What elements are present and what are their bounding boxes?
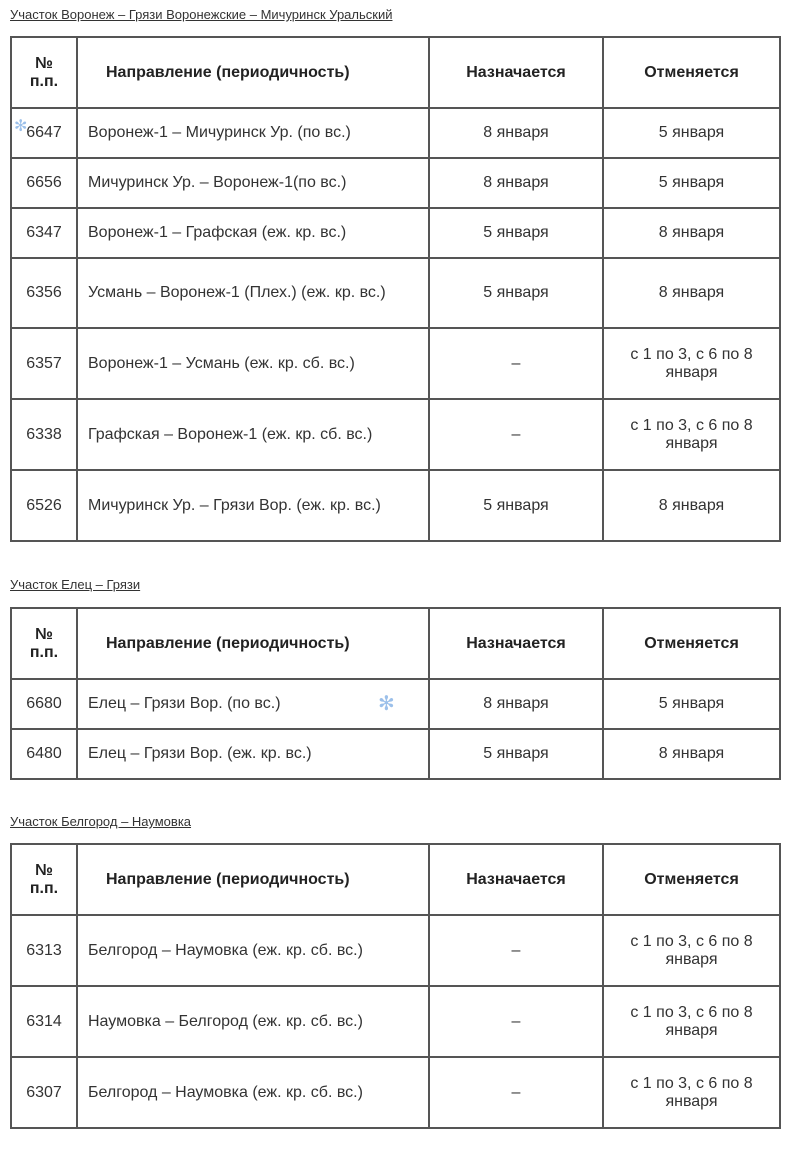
train-number: 6313 <box>11 915 77 986</box>
direction: Наумовка – Белгород (еж. кр. сб. вс.) <box>77 986 429 1057</box>
assigned-date: – <box>429 399 603 470</box>
table-row <box>11 258 780 328</box>
direction: Белгород – Наумовка (еж. кр. сб. вс.) <box>77 1057 429 1128</box>
table-row <box>11 399 780 470</box>
cancelled-date: 8 января <box>603 258 780 328</box>
table-row <box>11 729 780 779</box>
cancelled-date: 8 января <box>603 470 780 541</box>
header-direction: Направление (периодичность) <box>77 844 429 915</box>
train-number: 6347 <box>11 208 77 258</box>
assigned-date: – <box>429 328 603 399</box>
schedule-table-elets <box>10 607 781 780</box>
train-number: 6356 <box>11 258 77 328</box>
assigned-date: 5 января <box>429 208 603 258</box>
header-num: № п.п. <box>11 608 77 679</box>
table-header-row <box>11 844 780 915</box>
train-number: 6357 <box>11 328 77 399</box>
direction: Воронеж-1 – Графская (еж. кр. вс.) <box>77 208 429 258</box>
assigned-date: 5 января <box>429 258 603 328</box>
section-title-belgorod[interactable]: Участок Белгород – Наумовка <box>10 814 192 829</box>
direction: Елец – Грязи Вор. (еж. кр. вс.) <box>77 729 429 779</box>
schedule-table-voronezh <box>10 36 781 542</box>
cancelled-date: с 1 по 3, с 6 по 8 января <box>603 1057 780 1128</box>
assigned-date: 5 января <box>429 470 603 541</box>
table-row <box>11 1057 780 1128</box>
header-num: № п.п. <box>11 844 77 915</box>
assigned-date: – <box>429 915 603 986</box>
direction: Усмань – Воронеж-1 (Плех.) (еж. кр. вс.) <box>77 258 429 328</box>
train-number: 6680 <box>11 679 77 729</box>
cancelled-date: 5 января <box>603 679 780 729</box>
cancelled-date: 8 января <box>603 208 780 258</box>
header-direction: Направление (периодичность) <box>77 608 429 679</box>
header-assigned: Назначается <box>429 844 603 915</box>
train-number: 6656 <box>11 158 77 208</box>
cancelled-date: с 1 по 3, с 6 по 8 января <box>603 399 780 470</box>
header-direction: Направление (периодичность) <box>77 37 429 108</box>
section-title-voronezh[interactable]: Участок Воронеж – Грязи Воронежские – Мичуринск Уральский <box>10 7 393 22</box>
table-row <box>11 108 780 158</box>
cancelled-date: с 1 по 3, с 6 по 8 января <box>603 986 780 1057</box>
table-row <box>11 470 780 541</box>
table-header-row <box>11 608 780 679</box>
table-row <box>11 158 780 208</box>
direction: Воронеж-1 – Мичуринск Ур. (по вс.) <box>77 108 429 158</box>
cancelled-date: с 1 по 3, с 6 по 8 января <box>603 915 780 986</box>
header-cancelled: Отменяется <box>603 844 780 915</box>
direction: Графская – Воронеж-1 (еж. кр. сб. вс.) <box>77 399 429 470</box>
direction: Мичуринск Ур. – Воронеж-1(по вс.) <box>77 158 429 208</box>
cancelled-date: с 1 по 3, с 6 по 8 января <box>603 328 780 399</box>
table-header-row <box>11 37 780 108</box>
assigned-date: – <box>429 1057 603 1128</box>
train-number: 6314 <box>11 986 77 1057</box>
schedule-table-belgorod <box>10 843 781 1129</box>
assigned-date: 8 января <box>429 108 603 158</box>
train-number: 6480 <box>11 729 77 779</box>
direction: Мичуринск Ур. – Грязи Вор. (еж. кр. вс.) <box>77 470 429 541</box>
assigned-date: 8 января <box>429 679 603 729</box>
cancelled-date: 5 января <box>603 108 780 158</box>
assigned-date: 8 января <box>429 158 603 208</box>
table-row <box>11 986 780 1057</box>
header-cancelled: Отменяется <box>603 608 780 679</box>
header-num: № п.п. <box>11 37 77 108</box>
direction: Воронеж-1 – Усмань (еж. кр. сб. вс.) <box>77 328 429 399</box>
header-assigned: Назначается <box>429 608 603 679</box>
table-row <box>11 915 780 986</box>
train-number: 6338 <box>11 399 77 470</box>
section-title-elets[interactable]: Участок Елец – Грязи <box>10 577 141 592</box>
direction: Елец – Грязи Вор. (по вс.) <box>77 679 429 729</box>
snowflake-icon: ✻ <box>14 118 28 135</box>
assigned-date: 5 января <box>429 729 603 779</box>
train-number: 6647 <box>11 108 77 158</box>
train-number: 6526 <box>11 470 77 541</box>
header-assigned: Назначается <box>429 37 603 108</box>
snowflake-icon: ✻ <box>378 693 395 715</box>
table-row <box>11 328 780 399</box>
direction: Белгород – Наумовка (еж. кр. сб. вс.) <box>77 915 429 986</box>
table-row <box>11 208 780 258</box>
assigned-date: – <box>429 986 603 1057</box>
cancelled-date: 8 января <box>603 729 780 779</box>
header-cancelled: Отменяется <box>603 37 780 108</box>
cancelled-date: 5 января <box>603 158 780 208</box>
train-number: 6307 <box>11 1057 77 1128</box>
table-row <box>11 679 780 729</box>
